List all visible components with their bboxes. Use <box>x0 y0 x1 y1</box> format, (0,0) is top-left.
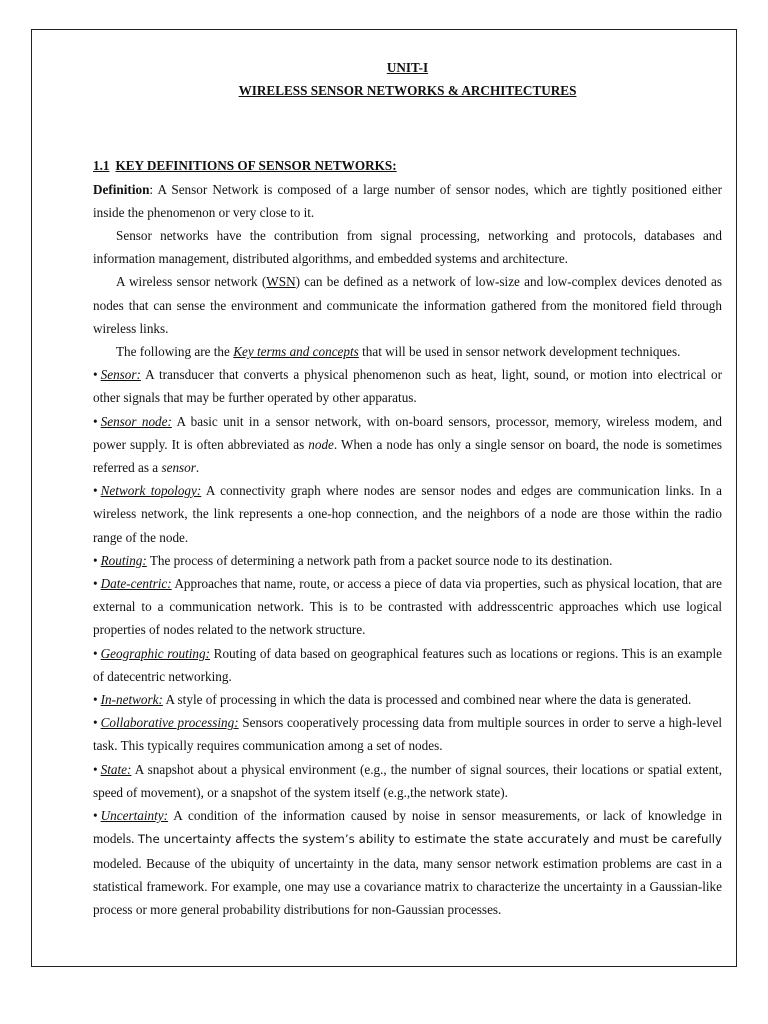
term-text: modeled. Because of the ubiquity of uncertainty in the data, many sensor network estimation problems are cast in a statistical framework. For example, one may use a covariance matrix to characterize the uncertainty in a Gaussian-like process or more general probability distributions for non-Gaussian processes. <box>93 855 722 917</box>
key-terms-paragraph <box>93 340 722 363</box>
bullet-icon: • <box>93 808 98 824</box>
document-body <box>93 56 722 921</box>
definition-paragraph <box>93 178 722 224</box>
bullet-icon: • <box>93 367 98 383</box>
bullet-icon: • <box>93 552 98 568</box>
term-routing <box>93 549 722 572</box>
contribution-paragraph: Sensor networks have the contribution from signal processing, networking and protocols, databases and information management, distributed algorithms, and embedded systems and architecture. <box>93 228 722 267</box>
term-label: Network topology: <box>100 483 202 499</box>
term-text: The process of determining a network path from a packet source node to its destination. <box>146 552 613 568</box>
term-text: Sensors cooperatively processing data from multiple sources in order to serve a high-level task. This typically requires communication among a set of nodes. <box>93 715 722 754</box>
term-label: Sensor node: <box>100 413 172 429</box>
term-label: In-network: <box>100 692 163 708</box>
term-state <box>93 758 722 804</box>
term-node-italic: node <box>308 436 334 452</box>
term-text: . When a node has only a single sensor on board, the node is sometimes referred as a <box>93 436 722 476</box>
unit-subtitle: WIRELESS SENSOR NETWORKS & ARCHITECTURES <box>238 83 577 99</box>
term-text: A transducer that converts a physical phenomenon such as heat, light, sound, or motion into electrical or other signals that may be further operated by other apparatus. <box>93 367 722 406</box>
term-sensor-node <box>93 410 722 480</box>
term-label: Routing: <box>100 552 147 568</box>
term-label: Collaborative processing: <box>100 715 239 731</box>
term-text: A snapshot about a physical environment (e.g., the number of signal sources, their locations or spatial extent, speed of movement), or a snapshot of the system itself (e.g.,the network state). <box>93 761 722 800</box>
wsn-text-b: ) can be defined as a network of low-size and low-complex devices denoted as nodes that can sense the environment and communicate the information gathered from the monitored field through wireless links. <box>93 274 723 336</box>
bullet-icon: • <box>93 692 98 708</box>
unit-heading: UNIT-I <box>386 60 429 75</box>
section-heading <box>93 154 722 177</box>
term-text-alt-font: The uncertainty affects the system’s ability to estimate the state accurately and must be carefully <box>137 832 722 847</box>
term-label: Geographic routing: <box>100 645 211 661</box>
term-date-centric <box>93 572 722 642</box>
term-label: Date-centric: <box>100 576 172 592</box>
bullet-icon: • <box>93 576 98 592</box>
term-text: A basic unit in a sensor network, with on-board sensors, processor, memory, wireless modem, and power supply. It is often abbreviated as <box>93 413 722 452</box>
term-text: . <box>195 460 200 476</box>
term-text: A style of processing in which the data is processed and combined near where the data is generated. <box>162 692 692 708</box>
term-network-topology <box>93 479 722 549</box>
section-title: KEY DEFINITIONS OF SENSOR NETWORKS: <box>115 158 397 174</box>
term-sensor-italic: sensor <box>161 460 196 476</box>
term-collaborative-processing <box>93 711 722 757</box>
term-label: State: <box>100 761 132 777</box>
key-terms-link: Key terms and concepts <box>233 344 359 360</box>
definition-label: Definition <box>93 181 150 197</box>
term-text: Routing of data based on geographical features such as locations or regions. This is an example of datecentric networking. <box>93 645 722 684</box>
term-geographic-routing <box>93 642 722 688</box>
term-uncertainty <box>93 804 722 921</box>
term-text: A connectivity graph where nodes are sensor nodes and edges are communication links. In a wireless network, the link represents a one-hop connection, and the neighbors of a node are those within the radio range of the node. <box>93 483 722 545</box>
term-text: Approaches that name, route, or access a piece of data via properties, such as physical location, that are external to a communication network. This is to be contrasted with addresscentric approaches which use logical properties of nodes related to the network structure. <box>93 576 722 638</box>
term-in-network <box>93 688 722 711</box>
definition-text: : A Sensor Network is composed of a large number of sensor nodes, which are tightly positioned either inside the phenomenon or very close to it. <box>93 181 722 220</box>
term-label: Uncertainty: <box>100 808 169 824</box>
wsn-abbrev: WSN <box>266 274 296 290</box>
term-text: A condition of the information caused by noise in sensor measurements, or lack of knowledge in models. <box>93 808 722 847</box>
bullet-icon: • <box>93 413 98 429</box>
wsn-paragraph <box>93 270 722 340</box>
section-number: 1.1 <box>93 158 110 174</box>
key-terms-text-a: The following are the <box>116 344 234 360</box>
term-sensor <box>93 363 722 409</box>
bullet-icon: • <box>93 761 98 777</box>
bullet-icon: • <box>93 715 98 731</box>
bullet-icon: • <box>93 645 98 661</box>
bullet-icon: • <box>93 483 98 499</box>
term-label: Sensor: <box>100 367 141 383</box>
wsn-text-a: A wireless sensor network ( <box>116 274 267 290</box>
key-terms-text-b: that will be used in sensor network development techniques. <box>358 344 681 360</box>
